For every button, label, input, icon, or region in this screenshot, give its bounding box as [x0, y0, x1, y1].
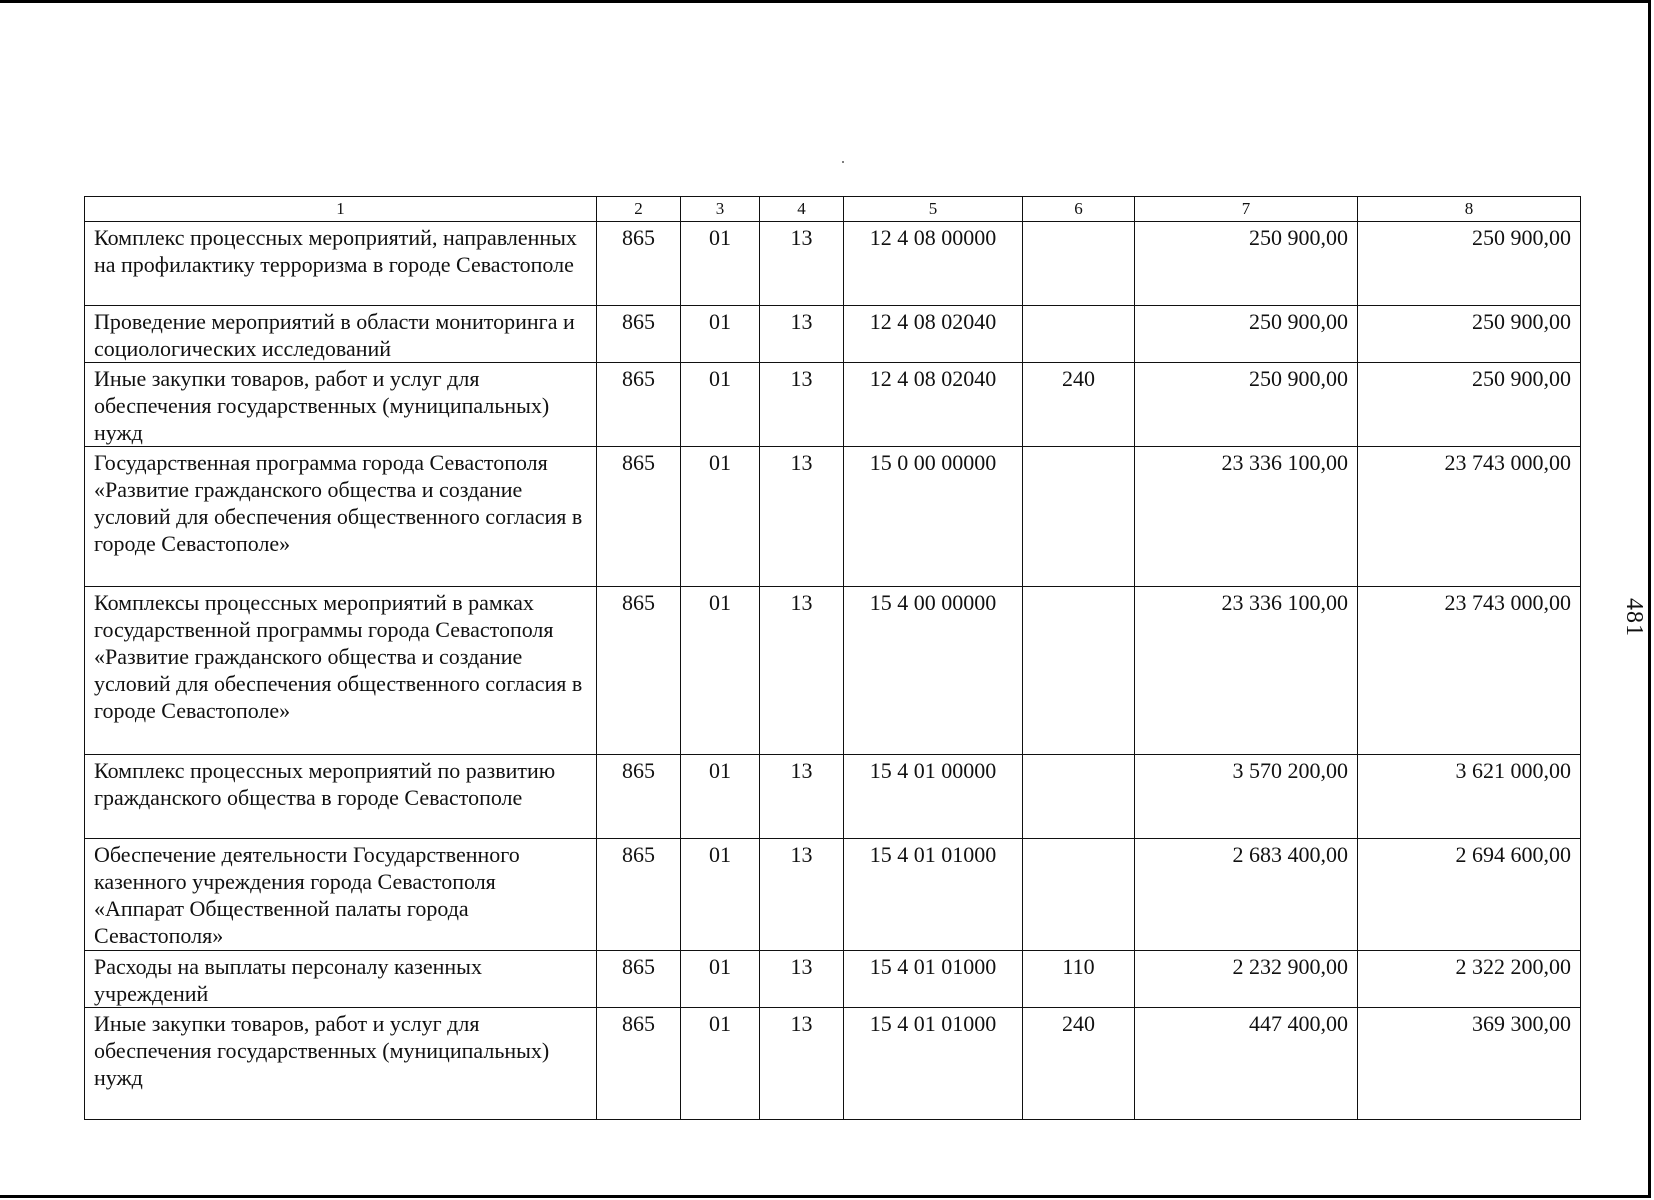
section-code: 01: [681, 755, 760, 839]
amount-col8: 3 621 000,00: [1358, 755, 1581, 839]
ministry-code: 865: [597, 951, 681, 1008]
ministry-code: 865: [597, 306, 681, 363]
expense-type-code: 110: [1023, 951, 1135, 1008]
item-name: Комплексы процессных мероприятий в рамках государственной программы города Севастополя «Развитие гражданского общества и создание условий для обеспечения общественного согласия в городе Севастополе»: [85, 587, 597, 755]
column-header: 8: [1358, 197, 1581, 222]
table-header-row: [85, 197, 1581, 222]
section-code: 01: [681, 587, 760, 755]
amount-col7: 447 400,00: [1135, 1008, 1358, 1120]
subsection-code: 13: [760, 1008, 844, 1120]
section-code: 01: [681, 447, 760, 587]
column-header: 1: [85, 197, 597, 222]
amount-col8: 250 900,00: [1358, 306, 1581, 363]
target-article-code: 12 4 08 02040: [844, 363, 1023, 447]
ministry-code: 865: [597, 447, 681, 587]
target-article-code: 15 4 01 01000: [844, 839, 1023, 951]
column-header: 7: [1135, 197, 1358, 222]
expense-type-code: 240: [1023, 363, 1135, 447]
section-code: 01: [681, 306, 760, 363]
expense-type-code: 240: [1023, 1008, 1135, 1120]
subsection-code: 13: [760, 363, 844, 447]
section-code: 01: [681, 951, 760, 1008]
target-article-code: 15 4 00 00000: [844, 587, 1023, 755]
item-name: Обеспечение деятельности Государственного казенного учреждения города Севастополя «Аппарат Общественной палаты города Севастополя»: [85, 839, 597, 951]
column-header: 4: [760, 197, 844, 222]
column-header: 6: [1023, 197, 1135, 222]
amount-col8: 369 300,00: [1358, 1008, 1581, 1120]
budget-table: [84, 196, 1581, 1120]
amount-col7: 2 232 900,00: [1135, 951, 1358, 1008]
table-row: [85, 755, 1581, 839]
scan-speck: [842, 161, 844, 163]
table-row: [85, 1008, 1581, 1120]
amount-col8: 2 694 600,00: [1358, 839, 1581, 951]
ministry-code: 865: [597, 363, 681, 447]
item-name: Комплекс процессных мероприятий, направленных на профилактику терроризма в городе Севастополе: [85, 222, 597, 306]
subsection-code: 13: [760, 447, 844, 587]
target-article-code: 15 4 01 01000: [844, 951, 1023, 1008]
expense-type-code: [1023, 306, 1135, 363]
expense-type-code: [1023, 839, 1135, 951]
subsection-code: 13: [760, 755, 844, 839]
amount-col7: 2 683 400,00: [1135, 839, 1358, 951]
target-article-code: 15 0 00 00000: [844, 447, 1023, 587]
amount-col7: 250 900,00: [1135, 363, 1358, 447]
ministry-code: 865: [597, 587, 681, 755]
subsection-code: 13: [760, 306, 844, 363]
item-name: Иные закупки товаров, работ и услуг для обеспечения государственных (муниципальных) нужд: [85, 1008, 597, 1120]
column-header: 3: [681, 197, 760, 222]
item-name: Иные закупки товаров, работ и услуг для обеспечения государственных (муниципальных) нужд: [85, 363, 597, 447]
item-name: Комплекс процессных мероприятий по развитию гражданского общества в городе Севастополе: [85, 755, 597, 839]
section-code: 01: [681, 839, 760, 951]
amount-col7: 250 900,00: [1135, 306, 1358, 363]
section-code: 01: [681, 1008, 760, 1120]
table-row: [85, 951, 1581, 1008]
column-header: 2: [597, 197, 681, 222]
subsection-code: 13: [760, 951, 844, 1008]
table-row: [85, 447, 1581, 587]
target-article-code: 15 4 01 00000: [844, 755, 1023, 839]
subsection-code: 13: [760, 839, 844, 951]
target-article-code: 12 4 08 00000: [844, 222, 1023, 306]
amount-col7: 23 336 100,00: [1135, 587, 1358, 755]
item-name: Проведение мероприятий в области мониторинга и социологических исследований: [85, 306, 597, 363]
table-row: [85, 839, 1581, 951]
amount-col8: 2 322 200,00: [1358, 951, 1581, 1008]
table-row: [85, 587, 1581, 755]
target-article-code: 12 4 08 02040: [844, 306, 1023, 363]
expense-type-code: [1023, 447, 1135, 587]
subsection-code: 13: [760, 222, 844, 306]
table-row: [85, 306, 1581, 363]
amount-col7: 250 900,00: [1135, 222, 1358, 306]
ministry-code: 865: [597, 222, 681, 306]
section-code: 01: [681, 222, 760, 306]
amount-col8: 250 900,00: [1358, 363, 1581, 447]
amount-col8: 250 900,00: [1358, 222, 1581, 306]
ministry-code: 865: [597, 1008, 681, 1120]
amount-col7: 23 336 100,00: [1135, 447, 1358, 587]
expense-type-code: [1023, 755, 1135, 839]
ministry-code: 865: [597, 755, 681, 839]
amount-col8: 23 743 000,00: [1358, 587, 1581, 755]
section-code: 01: [681, 363, 760, 447]
amount-col8: 23 743 000,00: [1358, 447, 1581, 587]
table-row: [85, 363, 1581, 447]
subsection-code: 13: [760, 587, 844, 755]
table-row: [85, 222, 1581, 306]
expense-type-code: [1023, 222, 1135, 306]
expense-type-code: [1023, 587, 1135, 755]
item-name: Расходы на выплаты персоналу казенных учреждений: [85, 951, 597, 1008]
item-name: Государственная программа города Севастополя «Развитие гражданского общества и создание условий для обеспечения общественного согласия в городе Севастополе»: [85, 447, 597, 587]
column-header: 5: [844, 197, 1023, 222]
amount-col7: 3 570 200,00: [1135, 755, 1358, 839]
target-article-code: 15 4 01 01000: [844, 1008, 1023, 1120]
page-number: 481: [1621, 598, 1647, 637]
ministry-code: 865: [597, 839, 681, 951]
